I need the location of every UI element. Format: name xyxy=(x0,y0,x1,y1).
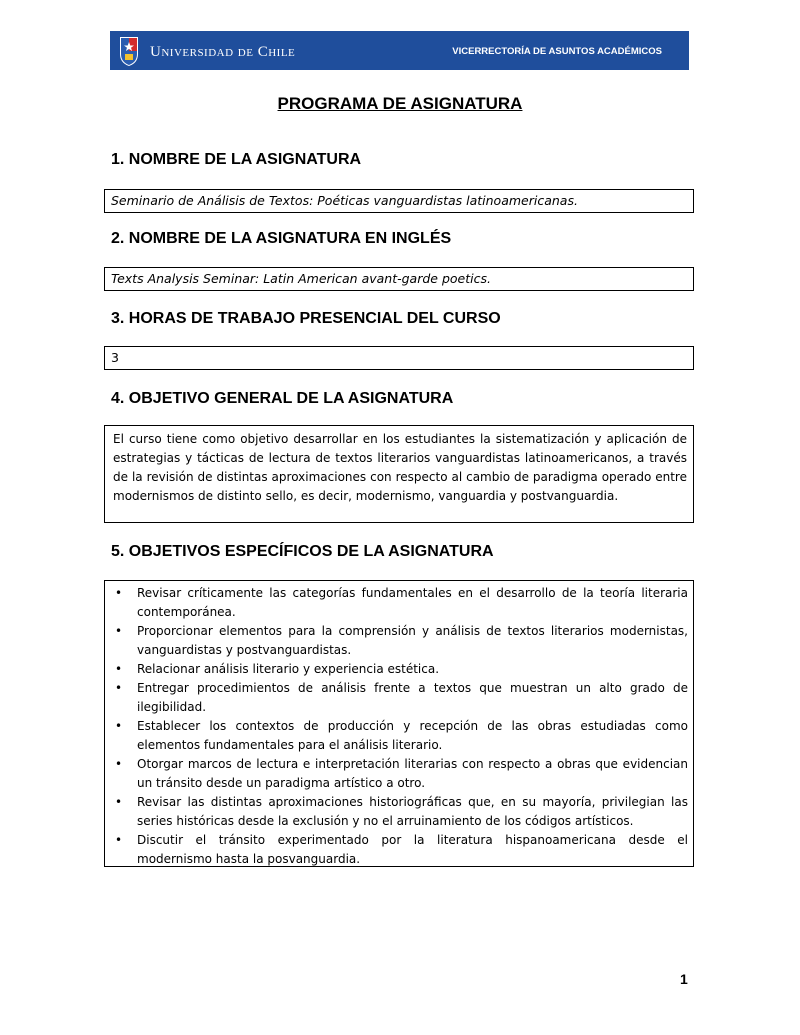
bullet-icon: • xyxy=(115,719,123,733)
list-item: • Revisar las distintas aproximaciones historiográficas que, en su mayoría, privilegian las series históricas desde la exclusión y no el arruinamiento de los códigos artísticos. xyxy=(115,795,688,828)
section-4-heading: 4. OBJETIVO GENERAL DE LA ASIGNATURA xyxy=(111,390,454,407)
list-item: • Relacionar análisis literario y experiencia estética. xyxy=(137,660,688,679)
course-name-english: Texts Analysis Seminar: Latin American avant-garde poetics. xyxy=(111,271,491,286)
section-3-heading: 3. HORAS DE TRABAJO PRESENCIAL DEL CURSO xyxy=(111,310,501,327)
section-4-box xyxy=(104,425,694,523)
bullet-icon: • xyxy=(115,662,123,676)
bullet-icon: • xyxy=(115,757,123,771)
document-title: PROGRAMA DE ASIGNATURA xyxy=(277,94,523,113)
section-5-box xyxy=(104,580,694,867)
page-number: 1 xyxy=(680,971,688,987)
list-item: • Proporcionar elementos para la comprensión y análisis de textos literarios modernistas, vanguardistas y postvanguardistas. xyxy=(115,624,688,657)
section-2-box xyxy=(104,267,694,291)
section-1-box xyxy=(104,189,694,213)
list-item: • Otorgar marcos de lectura e interpretación literarias con respecto a obras que evidencian un tránsito desde un paradigma artístico a otro. xyxy=(115,757,688,790)
course-name: Seminario de Análisis de Textos: Poéticas vanguardistas latinoamericanas. xyxy=(111,193,578,208)
general-objective: El curso tiene como objetivo desarrollar en los estudiantes la sistematización y aplicación de estrategias y tácticas de lectura de textos literarios vanguardistas latinoamericanos, a través de la revisión de distintas aproximaciones con respecto al cambio de paradigma operado entre modernismos de distinto sello, es decir, modernismo, vanguardia y postvanguardia. xyxy=(113,432,687,503)
bullet-icon: • xyxy=(115,833,123,847)
list-item: • Discutir el tránsito experimentado por la literatura hispanoamericana desde el modernismo hasta la posvanguardia. xyxy=(115,833,688,866)
header-banner xyxy=(110,31,689,70)
bullet-icon: • xyxy=(115,624,123,638)
bullet-icon: • xyxy=(115,586,123,600)
section-1-heading: 1. NOMBRE DE LA ASIGNATURA xyxy=(111,151,362,168)
university-crest-icon xyxy=(118,34,140,67)
contact-hours: 3 xyxy=(111,350,119,365)
university-name: Universidad de Chile xyxy=(150,44,296,60)
list-item: • Entregar procedimientos de análisis frente a textos que muestran un alto grado de ilegibilidad. xyxy=(115,681,688,714)
list-item: • Revisar críticamente las categorías fundamentales en el desarrollo de la teoría literaria contemporánea. xyxy=(115,586,688,619)
section-3-box xyxy=(104,346,694,370)
section-5-heading: 5. OBJETIVOS ESPECÍFICOS DE LA ASIGNATURA xyxy=(111,543,494,560)
section-2-heading: 2. NOMBRE DE LA ASIGNATURA EN INGLÉS xyxy=(111,230,452,247)
list-item: • Establecer los contextos de producción y recepción de las obras estudiadas como elementos fundamentales para el análisis literario. xyxy=(115,719,688,752)
specific-objectives-list xyxy=(105,581,693,873)
vicerrectoria-label: VICERRECTORÍA DE ASUNTOS ACADÉMICOS xyxy=(452,46,662,57)
bullet-icon: • xyxy=(115,795,123,809)
bullet-icon: • xyxy=(115,681,123,695)
